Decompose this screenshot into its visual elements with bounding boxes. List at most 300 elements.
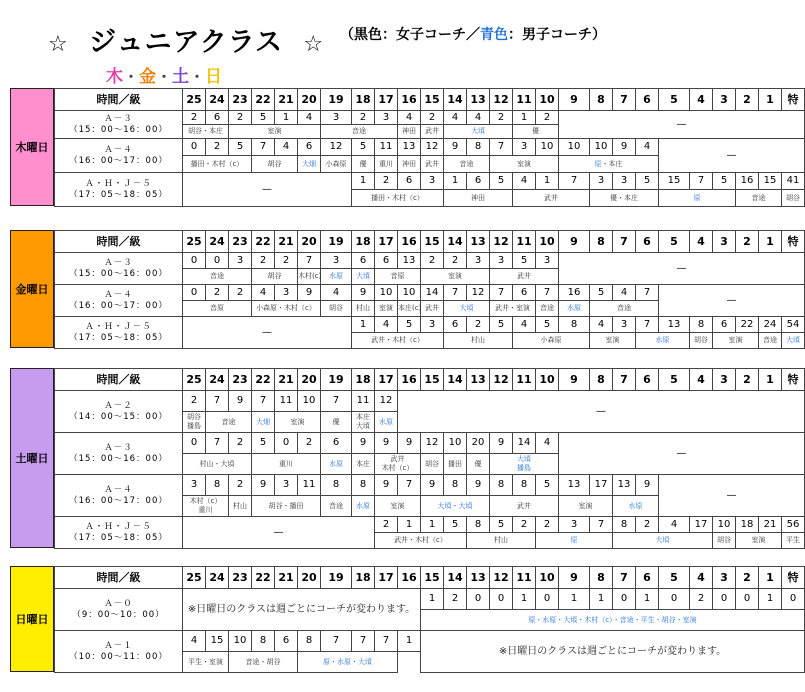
count-cell: 9: [398, 433, 421, 454]
count-cell: 10: [398, 285, 421, 301]
grade-header: 14: [444, 231, 467, 253]
grade-header: 7: [613, 369, 636, 391]
grade-header: 3: [713, 89, 736, 111]
count-cell: 8: [490, 475, 513, 496]
schedule-table: [54, 88, 805, 207]
class-time: （16：00～17：00）: [69, 155, 168, 166]
coach-cell: 原・水原・大頃: [298, 652, 398, 673]
class-time-cell: [55, 517, 183, 549]
grade-header: 16: [398, 89, 421, 111]
count-cell: 12: [467, 285, 490, 301]
count-cell: 56: [782, 517, 805, 533]
count-cell: 2: [421, 253, 444, 269]
count-cell: 10: [713, 517, 736, 533]
count-cell: 2: [229, 285, 252, 301]
column-header-time-grade: 時間／級: [55, 369, 183, 391]
coach-cell: 音原: [183, 301, 252, 317]
grade-header: 24: [206, 369, 229, 391]
count-cell: 1: [421, 589, 444, 610]
grade-header: 12: [490, 369, 513, 391]
count-cell: 3: [421, 173, 444, 190]
count-cell: 0: [659, 589, 690, 610]
class-name: Ａ－１: [104, 640, 133, 651]
grade-header: 25: [183, 567, 206, 589]
class-name: Ａ・Ｈ・Ｊ－５: [85, 321, 152, 332]
count-cell: 17: [690, 517, 713, 533]
count-cell: 8: [559, 317, 590, 333]
count-cell: 3: [513, 139, 536, 156]
sunday-note: ※日曜日のクラスは週ごとにコーチが変わります。: [421, 631, 805, 673]
grade-header: 25: [183, 231, 206, 253]
coach-cell: 室演: [590, 333, 636, 349]
class-name: Ａ－３: [104, 257, 133, 268]
count-cell: 9: [252, 475, 275, 496]
coach-cell: 重川: [375, 156, 398, 173]
coach-name: ・本庄: [601, 159, 623, 168]
grade-header: 18: [352, 89, 375, 111]
count-cell: 4: [183, 631, 206, 652]
count-cell: 24: [759, 317, 782, 333]
class-time-cell: [55, 589, 183, 631]
day-thursday: 木: [106, 67, 124, 87]
count-cell: 2: [490, 111, 513, 125]
class-name: Ａ－４: [104, 484, 133, 495]
grade-header: 2: [736, 369, 759, 391]
class-name: Ａ・Ｈ・Ｊ－５: [85, 521, 152, 532]
class-time-cell: [55, 317, 183, 349]
coach-cell: 優: [513, 125, 559, 139]
grade-header: 24: [206, 231, 229, 253]
count-cell: 12: [421, 139, 444, 156]
grade-header: 11: [513, 89, 536, 111]
count-cell: 1: [536, 173, 559, 190]
count-cell: 8: [690, 317, 713, 333]
coach-cell: 木村（c） 重川: [183, 496, 229, 517]
count-cell: 0: [183, 139, 206, 156]
table-row: [55, 285, 805, 301]
count-cell: 5: [490, 517, 513, 533]
count-cell: 3: [375, 111, 398, 125]
count-cell: 16: [559, 285, 590, 301]
count-cell: 2: [536, 111, 559, 125]
coach-cell: 武井・室演: [490, 301, 536, 317]
class-time-cell: [55, 391, 183, 433]
count-cell: 8: [613, 517, 636, 533]
coach-cell: 大頃 播島: [490, 454, 559, 475]
column-header-time-grade: 時間／級: [55, 567, 183, 589]
coach-cell: 原: [536, 533, 613, 549]
grade-header: 特: [782, 231, 805, 253]
page-title: [48, 20, 324, 59]
grade-header: 19: [321, 231, 352, 253]
count-cell: 4: [467, 111, 490, 125]
grade-header: 19: [321, 369, 352, 391]
grade-header: 18: [352, 567, 375, 589]
count-cell: 2: [421, 111, 444, 125]
count-cell: 7: [206, 391, 229, 412]
coach-cell: 原: [659, 190, 736, 207]
day-section: [10, 368, 800, 548]
count-cell: 4: [444, 111, 467, 125]
schedule-table: [54, 230, 805, 349]
day-section: [10, 230, 800, 348]
count-cell: 5: [352, 139, 375, 156]
count-cell: 2: [206, 139, 229, 156]
count-cell: 3: [467, 253, 490, 269]
count-cell: 0: [206, 253, 229, 269]
coach-cell: 武井・木村（c）: [352, 333, 444, 349]
grade-header: 24: [206, 89, 229, 111]
grade-header: 12: [490, 89, 513, 111]
grade-header: 3: [713, 567, 736, 589]
grade-header: 9: [559, 567, 590, 589]
coach-cell: 大頃: [782, 333, 805, 349]
coach-cell: 室演: [490, 156, 559, 173]
count-cell: 6: [298, 139, 321, 156]
count-cell: 7: [690, 173, 713, 190]
grade-header: 23: [229, 567, 252, 589]
coach-cell: 室演: [275, 412, 321, 433]
count-cell: 9: [490, 433, 513, 454]
empty-dash: —: [398, 391, 805, 433]
grade-header: 4: [690, 567, 713, 589]
grade-header: 14: [444, 369, 467, 391]
coach-cell: 音途: [321, 125, 398, 139]
grade-header: 15: [421, 567, 444, 589]
table-row: [55, 317, 805, 333]
grade-header: 2: [736, 567, 759, 589]
coach-cell: 村山・大頃: [183, 454, 252, 475]
coach-cell: 平生: [782, 533, 805, 549]
grade-header: 25: [183, 89, 206, 111]
coach-cell: 水原: [375, 412, 398, 433]
grade-header: 8: [590, 89, 613, 111]
count-cell: 0: [713, 589, 736, 610]
table-row: [55, 391, 805, 412]
count-cell: 3: [490, 253, 513, 269]
count-cell: 2: [467, 317, 490, 333]
class-name: Ａ・Ｈ・Ｊ－５: [85, 178, 152, 189]
count-cell: 13: [559, 475, 590, 496]
grade-header: 12: [490, 567, 513, 589]
count-cell: 4: [298, 111, 321, 125]
table-header-row: [55, 89, 805, 111]
grade-header: 5: [659, 89, 690, 111]
sunday-note: ※日曜日のクラスは週ごとにコーチが変わります。: [183, 589, 421, 631]
coach-cell: 胡谷・播田: [252, 496, 321, 517]
count-cell: 3: [321, 253, 352, 269]
table-row: [55, 589, 805, 610]
coach-cell: 胡谷: [252, 156, 298, 173]
grade-header: 11: [513, 231, 536, 253]
grade-header: 17: [375, 89, 398, 111]
grade-header: 19: [321, 567, 352, 589]
grade-header: 5: [659, 231, 690, 253]
count-cell: 3: [536, 253, 559, 269]
coach-cell: 音途・胡谷: [229, 652, 298, 673]
coach-cell: 胡谷 播島: [183, 412, 206, 433]
grade-header: 22: [252, 369, 275, 391]
count-cell: 2: [229, 433, 252, 454]
coach-name: 原: [594, 159, 602, 168]
coach-cell: 胡谷: [782, 190, 805, 207]
count-cell: 7: [298, 253, 321, 269]
coach-cell: 本庄 大頃: [352, 412, 375, 433]
coach-cell: 優: [467, 454, 490, 475]
count-cell: 4: [536, 433, 559, 454]
table-header-row: [55, 231, 805, 253]
count-cell: 4: [275, 139, 298, 156]
grade-header: 11: [513, 369, 536, 391]
count-cell: 2: [444, 253, 467, 269]
coach-cell: 武井: [421, 301, 444, 317]
count-cell: 1: [352, 317, 375, 333]
empty-dash: —: [183, 317, 352, 349]
count-cell: 2: [252, 253, 275, 269]
count-cell: 0: [275, 433, 298, 454]
grade-header: 2: [736, 89, 759, 111]
grade-header: 13: [467, 89, 490, 111]
grade-header: 19: [321, 89, 352, 111]
count-cell: 2: [183, 391, 206, 412]
count-cell: 11: [375, 139, 398, 156]
count-cell: 15: [759, 173, 782, 190]
coach-cell: 室演: [229, 125, 321, 139]
count-cell: 12: [375, 391, 398, 412]
grade-header: 17: [375, 231, 398, 253]
coach-cell: 小森原: [513, 333, 590, 349]
count-cell: 10: [559, 139, 590, 156]
grade-header: 1: [759, 89, 782, 111]
class-name: Ａ－２: [104, 400, 133, 411]
count-cell: 0: [183, 253, 206, 269]
count-cell: 7: [636, 317, 659, 333]
empty-dash: —: [559, 253, 805, 285]
coach-cell: 大頃: [444, 301, 490, 317]
grade-header: 20: [298, 369, 321, 391]
coach-cell: 室演: [559, 496, 613, 517]
day-saturday: 土: [172, 67, 190, 87]
class-time: （17：05～18：05）: [69, 532, 168, 543]
grade-header: 25: [183, 369, 206, 391]
count-cell: 7: [490, 285, 513, 301]
grade-header: 特: [782, 567, 805, 589]
count-cell: 1: [636, 589, 659, 610]
grade-header: 17: [375, 567, 398, 589]
count-cell: 1: [590, 589, 613, 610]
coach-cell: 音原: [375, 269, 421, 285]
coach-cell: 大頃: [613, 533, 713, 549]
grade-header: 20: [298, 89, 321, 111]
count-cell: 7: [321, 391, 352, 412]
count-cell: 8: [321, 475, 352, 496]
count-cell: 13: [398, 253, 421, 269]
count-cell: 3: [183, 475, 206, 496]
count-cell: 10: [444, 433, 467, 454]
coach-cell: 音途: [590, 301, 659, 317]
grade-header: 18: [352, 369, 375, 391]
count-cell: 9: [636, 475, 659, 496]
count-cell: 1: [513, 111, 536, 125]
legend-blue-text: 青色: [480, 27, 508, 43]
count-cell: 4: [659, 517, 690, 533]
count-cell: 15: [206, 631, 229, 652]
coach-cell: 水原: [559, 301, 590, 317]
coach-cell: 音途: [206, 412, 252, 433]
coach-cell: 優・本庄: [590, 190, 659, 207]
grade-header: 13: [467, 369, 490, 391]
count-cell: 7: [206, 433, 229, 454]
count-cell: 6: [375, 253, 398, 269]
coach-cell: 原・水原・大頃・木村（c）・音途・平生・胡谷・室演: [421, 610, 805, 631]
class-time-cell: [55, 631, 183, 673]
count-cell: 13: [613, 475, 636, 496]
coach-cell: 武井・木村（c）: [375, 533, 467, 549]
count-cell: 9: [467, 475, 490, 496]
count-cell: 6: [444, 317, 467, 333]
column-header-time-grade: 時間／級: [55, 89, 183, 111]
grade-header: 14: [444, 89, 467, 111]
grade-header: 13: [467, 231, 490, 253]
coach-cell: 室演: [713, 333, 759, 349]
coach-cell: 胡谷: [252, 269, 298, 285]
day-friday: 金: [139, 67, 157, 87]
coach-cell: 武井: [490, 269, 559, 285]
count-cell: 5: [590, 285, 613, 301]
coach-cell: 武井: [421, 125, 444, 139]
grade-header: 1: [759, 369, 782, 391]
grade-header: 20: [298, 231, 321, 253]
count-cell: 8: [206, 475, 229, 496]
grade-header: 6: [636, 369, 659, 391]
count-cell: 12: [421, 433, 444, 454]
coach-cell: 武井: [513, 190, 590, 207]
grade-header: 1: [759, 567, 782, 589]
coach-cell: [559, 156, 659, 173]
class-time-cell: [55, 111, 183, 139]
coach-color-legend: [340, 24, 606, 44]
coach-cell: 本庄: [352, 454, 375, 475]
count-cell: 0: [536, 589, 559, 610]
grade-header: 10: [536, 89, 559, 111]
coach-cell: 水原: [321, 454, 352, 475]
count-cell: 13: [398, 139, 421, 156]
count-cell: 22: [736, 317, 759, 333]
grade-header: 8: [590, 567, 613, 589]
count-cell: 18: [736, 517, 759, 533]
count-cell: 0: [782, 589, 805, 610]
day-label: 土曜日: [10, 368, 54, 548]
coach-cell: 音途: [444, 156, 490, 173]
table-row: [55, 253, 805, 269]
coach-cell: 大畑: [252, 412, 275, 433]
coach-cell: 小森原: [321, 156, 352, 173]
grade-header: 16: [398, 369, 421, 391]
count-cell: 1: [398, 517, 421, 533]
coach-cell: 胡谷: [690, 333, 713, 349]
count-cell: 1: [398, 631, 421, 652]
count-cell: 6: [206, 111, 229, 125]
count-cell: 5: [490, 317, 513, 333]
count-cell: 9: [375, 475, 398, 496]
class-name: Ａ－４: [104, 144, 133, 155]
count-cell: 5: [252, 111, 275, 125]
class-time: （16：00～17：00）: [69, 300, 168, 311]
class-time: （15：00～16：00）: [69, 124, 168, 135]
count-cell: 10: [590, 139, 613, 156]
count-cell: 21: [759, 517, 782, 533]
grade-header: 12: [490, 231, 513, 253]
count-cell: 3: [613, 317, 636, 333]
count-cell: 9: [229, 391, 252, 412]
count-cell: 5: [536, 317, 559, 333]
grade-header: 14: [444, 567, 467, 589]
count-cell: 1: [559, 589, 590, 610]
count-cell: 7: [636, 285, 659, 301]
count-cell: 8: [252, 631, 275, 652]
class-time: （17：05～18：05）: [69, 189, 168, 200]
count-cell: 41: [782, 173, 805, 190]
class-time: （16：00～17：00）: [69, 495, 168, 506]
empty-dash: —: [183, 517, 375, 549]
grade-header: 11: [513, 567, 536, 589]
count-cell: 11: [352, 391, 375, 412]
count-cell: 8: [467, 139, 490, 156]
count-cell: 3: [321, 111, 352, 125]
grade-header: 16: [398, 567, 421, 589]
grade-header: 1: [759, 231, 782, 253]
grade-header: 21: [275, 231, 298, 253]
coach-cell: 音途: [736, 190, 782, 207]
grade-header: 10: [536, 369, 559, 391]
coach-cell: 室演: [421, 269, 490, 285]
count-cell: 10: [536, 139, 559, 156]
count-cell: 1: [513, 589, 536, 610]
day-sunday: 日: [205, 67, 223, 87]
coach-cell: 室演: [375, 301, 398, 317]
grade-header: 23: [229, 231, 252, 253]
grade-header: 4: [690, 89, 713, 111]
count-cell: 3: [559, 517, 590, 533]
grade-header: 6: [636, 231, 659, 253]
table-header-row: [55, 369, 805, 391]
table-row: [55, 173, 805, 190]
count-cell: 4: [613, 285, 636, 301]
coach-cell: 胡谷・本庄: [183, 125, 229, 139]
count-cell: 1: [352, 173, 375, 190]
class-time-cell: [55, 253, 183, 285]
count-cell: 7: [536, 285, 559, 301]
count-cell: 2: [275, 253, 298, 269]
empty-dash: —: [659, 475, 805, 517]
day-section: [10, 88, 800, 206]
class-time: （10：00～11：00）: [69, 651, 168, 662]
count-cell: 3: [590, 173, 613, 190]
count-cell: 5: [536, 475, 559, 496]
grade-header: 24: [206, 567, 229, 589]
table-row: [55, 631, 805, 652]
count-cell: 2: [513, 517, 536, 533]
class-name: Ａ－０: [104, 598, 133, 609]
column-header-time-grade: 時間／級: [55, 231, 183, 253]
count-cell: 9: [352, 285, 375, 301]
schedule-table: [54, 566, 805, 673]
empty-dash: —: [659, 285, 805, 317]
class-time-cell: [55, 139, 183, 173]
table-row: [55, 139, 805, 156]
count-cell: 2: [690, 589, 713, 610]
count-cell: 14: [513, 433, 536, 454]
